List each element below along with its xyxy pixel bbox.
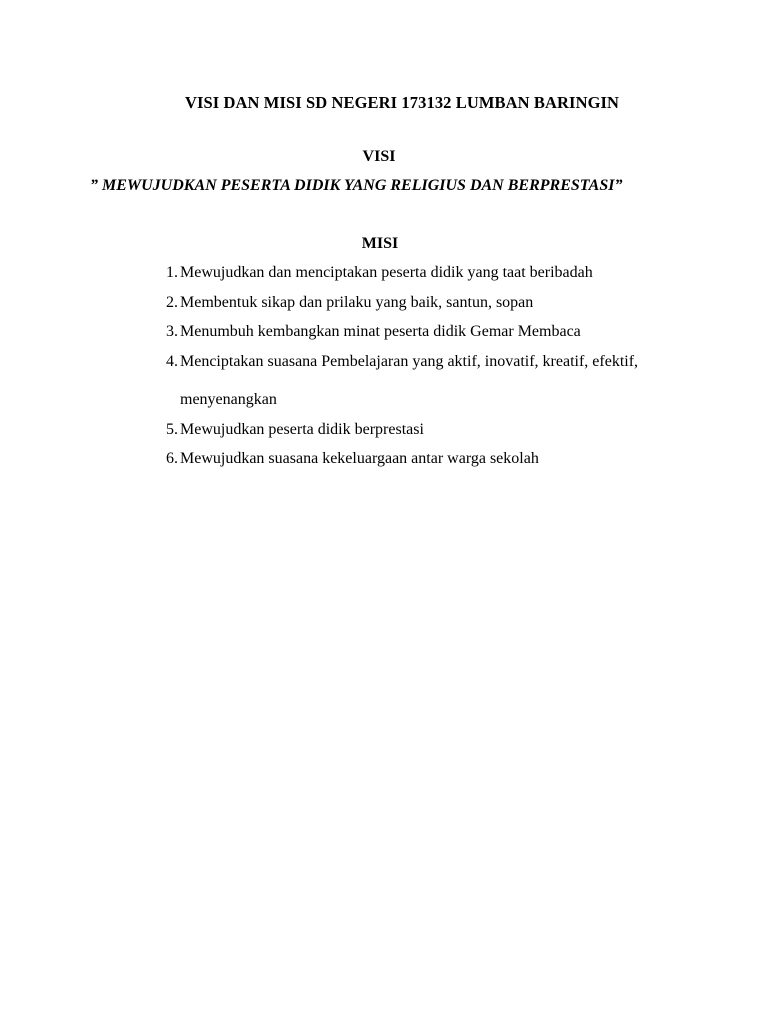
- document-title: VISI DAN MISI SD NEGERI 173132 LUMBAN BARINGIN: [184, 93, 620, 112]
- misi-item-text: Menciptakan suasana Pembelajaran yang aktif, inovatif, kreatif, efektif, menyenangkan: [180, 352, 639, 408]
- visi-statement: ” MEWUJUDKAN PESERTA DIDIK YANG RELIGIUS DAN BERPRESTASI”: [90, 177, 623, 194]
- misi-item-number: 1.: [166, 264, 178, 281]
- misi-item-text: Mewujudkan dan menciptakan peserta didik yang taat beribadah: [180, 264, 593, 281]
- misi-item-text: Mewujudkan suasana kekeluargaan antar warga sekolah: [180, 450, 539, 467]
- misi-item: [166, 343, 686, 420]
- misi-item-text: Membentuk sikap dan prilaku yang baik, santun, sopan: [180, 293, 534, 311]
- misi-item-number: 4.: [166, 352, 178, 370]
- misi-item-number: 6.: [166, 450, 178, 467]
- misi-list: [166, 263, 686, 479]
- misi-item: [166, 440, 686, 479]
- misi-item-number: 2.: [166, 293, 178, 311]
- misi-item-number: 3.: [166, 323, 178, 340]
- misi-item-number: 5.: [166, 420, 178, 438]
- misi-item-text: Menumbuh kembangkan minat peserta didik Gemar Membaca: [180, 323, 581, 340]
- visi-heading: VISI: [362, 148, 396, 165]
- misi-item-text: Mewujudkan peserta didik berprestasi: [180, 420, 424, 438]
- misi-heading: MISI: [361, 235, 399, 252]
